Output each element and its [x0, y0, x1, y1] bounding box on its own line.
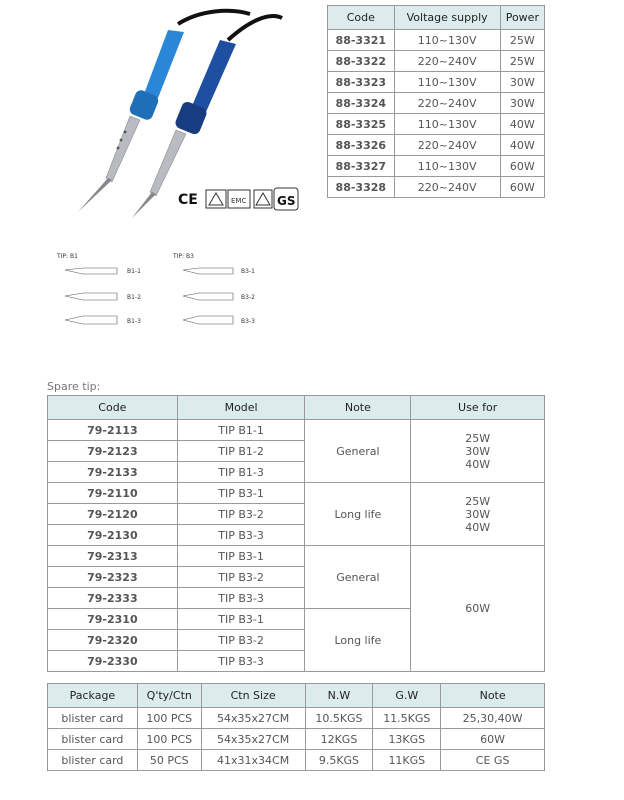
code-cell: 79-2323	[48, 567, 178, 588]
use-for-value: 25W	[465, 431, 491, 445]
package-cell: blister card	[48, 729, 138, 750]
voltage-cell: 110~130V	[394, 30, 500, 51]
code-cell: 79-2330	[48, 651, 178, 672]
power-cell: 25W	[500, 30, 544, 51]
table-row	[48, 708, 545, 729]
model-cell: TIP B3-3	[177, 525, 305, 546]
tip-b3-outlines	[183, 268, 233, 324]
ctn-size-cell: 54x35x27CM	[201, 729, 305, 750]
model-cell: TIP B3-2	[177, 504, 305, 525]
code-cell: 88-3324	[328, 93, 395, 114]
table-row	[328, 30, 545, 51]
header-use-for: Use for	[411, 396, 545, 420]
model-cell: TIP B3-1	[177, 483, 305, 504]
header-note: Note	[305, 396, 411, 420]
table-row	[328, 177, 545, 198]
tip-drawings	[55, 250, 295, 340]
voltage-cell: 220~240V	[394, 93, 500, 114]
table-row	[328, 51, 545, 72]
code-cell: 79-2123	[48, 441, 178, 462]
power-cell: 60W	[500, 177, 544, 198]
header-gw: G.W	[373, 684, 441, 708]
tip-label-b3-3: B3-3	[241, 318, 255, 325]
use-for-value: 25W	[465, 494, 491, 508]
model-cell: TIP B3-1	[177, 609, 305, 630]
qty-cell: 100 PCS	[137, 729, 201, 750]
spec-table-header-row	[328, 6, 545, 30]
table-row	[328, 72, 545, 93]
code-cell: 79-2110	[48, 483, 178, 504]
nw-cell: 10.5KGS	[305, 708, 373, 729]
note-cell: General	[305, 420, 411, 483]
note-cell: 25,30,40W	[441, 708, 545, 729]
use-for-cell: 60W	[411, 546, 545, 672]
spare-tip-table	[47, 395, 545, 672]
model-cell: TIP B3-1	[177, 546, 305, 567]
note-cell: Long life	[305, 609, 411, 672]
voltage-cell: 220~240V	[394, 51, 500, 72]
table-row	[328, 93, 545, 114]
code-cell: 79-2310	[48, 609, 178, 630]
package-cell: blister card	[48, 750, 138, 771]
table-row	[328, 156, 545, 177]
table-row	[328, 114, 545, 135]
soldering-iron-photo	[60, 0, 310, 220]
code-cell: 88-3321	[328, 30, 395, 51]
power-cell: 40W	[500, 114, 544, 135]
code-cell: 88-3327	[328, 156, 395, 177]
package-cell: blister card	[48, 708, 138, 729]
header-note: Note	[441, 684, 545, 708]
use-for-value: 30W	[465, 444, 491, 458]
table-row	[48, 546, 545, 567]
use-for-cell	[411, 483, 545, 546]
use-for-value: 40W	[465, 457, 491, 471]
header-power: Power	[500, 6, 544, 30]
qty-cell: 50 PCS	[137, 750, 201, 771]
tip-label-b1-2: B1-2	[127, 294, 141, 301]
power-cell: 60W	[500, 156, 544, 177]
tip-b1-header: TIP: B1	[57, 253, 78, 260]
tip-b1-outlines	[65, 268, 117, 324]
model-cell: TIP B3-3	[177, 588, 305, 609]
model-cell: TIP B3-2	[177, 630, 305, 651]
header-nw: N.W	[305, 684, 373, 708]
header-voltage-supply: Voltage supply	[394, 6, 500, 30]
code-cell: 79-2130	[48, 525, 178, 546]
model-cell: TIP B1-2	[177, 441, 305, 462]
tip-label-b1-1: B1-1	[127, 268, 141, 275]
tip-b3-header: TIP: B3	[173, 253, 194, 260]
tip-label-b3-1: B3-1	[241, 268, 255, 275]
code-cell: 79-2313	[48, 546, 178, 567]
voltage-cell: 220~240V	[394, 177, 500, 198]
nw-cell: 12KGS	[305, 729, 373, 750]
voltage-cell: 110~130V	[394, 72, 500, 93]
ctn-size-cell: 41x31x34CM	[201, 750, 305, 771]
code-cell: 88-3325	[328, 114, 395, 135]
svg-text:GS: GS	[277, 194, 296, 208]
code-cell: 88-3322	[328, 51, 395, 72]
model-cell: TIP B3-3	[177, 651, 305, 672]
code-cell: 79-2120	[48, 504, 178, 525]
spare-tip-label: Spare tip:	[47, 380, 101, 393]
model-cell: TIP B3-2	[177, 567, 305, 588]
use-for-cell	[411, 420, 545, 483]
note-cell: CE GS	[441, 750, 545, 771]
spec-table	[327, 5, 545, 198]
code-cell: 88-3323	[328, 72, 395, 93]
header-ctn-size: Ctn Size	[201, 684, 305, 708]
tip-label-b1-3: B1-3	[127, 318, 141, 325]
qty-cell: 100 PCS	[137, 708, 201, 729]
power-cell: 40W	[500, 135, 544, 156]
ctn-size-cell: 54x35x27CM	[201, 708, 305, 729]
svg-text:EMC: EMC	[231, 197, 247, 205]
nw-cell: 9.5KGS	[305, 750, 373, 771]
power-cell: 30W	[500, 72, 544, 93]
code-cell: 79-2133	[48, 462, 178, 483]
gw-cell: 13KGS	[373, 729, 441, 750]
voltage-cell: 220~240V	[394, 135, 500, 156]
ce-mark: CE	[178, 192, 198, 208]
table-row	[48, 750, 545, 771]
header-code: Code	[328, 6, 395, 30]
table-row	[48, 729, 545, 750]
use-for-value: 40W	[465, 520, 491, 534]
note-cell: Long life	[305, 483, 411, 546]
gw-cell: 11.5KGS	[373, 708, 441, 729]
note-cell: 60W	[441, 729, 545, 750]
header-model: Model	[177, 396, 305, 420]
code-cell: 88-3326	[328, 135, 395, 156]
power-cell: 30W	[500, 93, 544, 114]
gw-cell: 11KGS	[373, 750, 441, 771]
header-qty-ctn: Q'ty/Ctn	[137, 684, 201, 708]
model-cell: TIP B1-3	[177, 462, 305, 483]
tip-label-b3-2: B3-2	[241, 294, 255, 301]
note-cell: General	[305, 546, 411, 609]
table-row	[48, 483, 545, 504]
power-cell: 25W	[500, 51, 544, 72]
code-cell: 88-3328	[328, 177, 395, 198]
model-cell: TIP B1-1	[177, 420, 305, 441]
certification-marks	[178, 188, 298, 210]
use-for-value: 30W	[465, 507, 491, 521]
package-table	[47, 683, 545, 771]
voltage-cell: 110~130V	[394, 114, 500, 135]
code-cell: 79-2333	[48, 588, 178, 609]
soldering-iron-light-blue	[78, 30, 184, 212]
code-cell: 79-2113	[48, 420, 178, 441]
package-header-row	[48, 684, 545, 708]
header-code: Code	[48, 396, 178, 420]
table-row	[48, 420, 545, 441]
header-package: Package	[48, 684, 138, 708]
table-row	[328, 135, 545, 156]
spare-tip-header-row	[48, 396, 545, 420]
voltage-cell: 110~130V	[394, 156, 500, 177]
code-cell: 79-2320	[48, 630, 178, 651]
